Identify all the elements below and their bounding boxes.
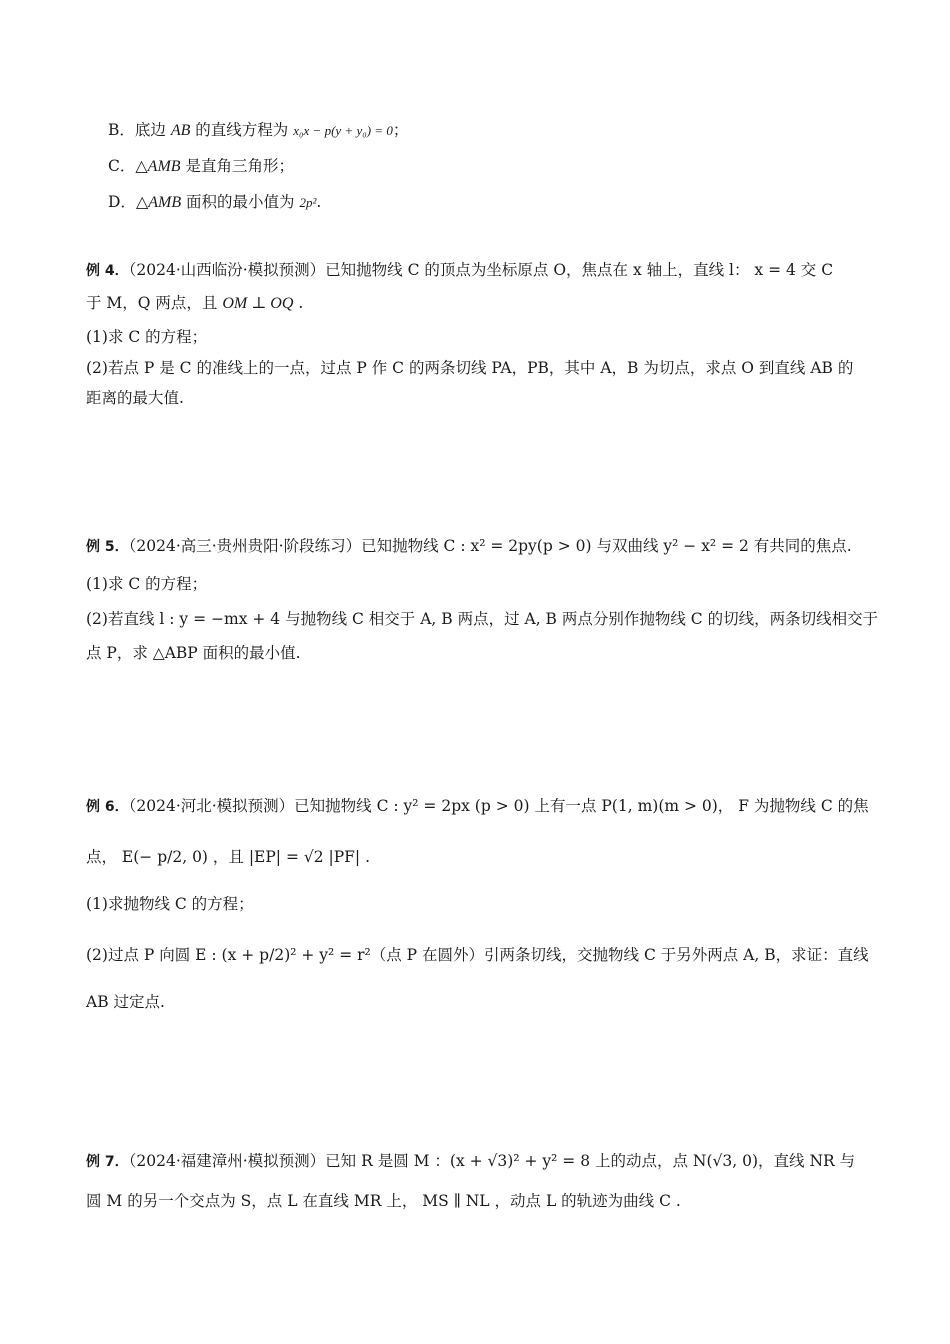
- example-4-line-1: [86, 259, 866, 282]
- option-c: [108, 155, 888, 178]
- example-6-question-2b: AB 过定点.: [86, 993, 165, 1011]
- option-b-letter: B．: [108, 121, 135, 139]
- example-5-question-2a: (2)若直线 l : y = −mx + 4 与抛物线 C 相交于 A, B 两点，过 A, B 两点分别作抛物线 C 的切线，两条切线相交于: [86, 610, 879, 628]
- option-b-mid: 的直线方程为: [190, 121, 294, 139]
- option-c-letter: C．: [108, 157, 136, 175]
- example-4-line-2: [86, 292, 866, 315]
- option-d-text: 面积的最小值为: [181, 193, 300, 211]
- option-b-equation: x₀x − p(y + y₀) = 0: [293, 123, 393, 138]
- example-6-text-1: （2024·河北·模拟预测）已知抛物线 C : y² = 2px (p > 0) 上有一点 P(1, m)(m > 0)， F 为抛物线 C 的焦: [128, 797, 869, 815]
- option-c-text: 是直角三角形；: [180, 157, 294, 175]
- example-7-text-1: （2024·福建漳州·模拟预测）已知 R 是圆 M ：(x + √3)² + y² = 8 上的动点，点 N(√3, 0)，直线 NR 与: [128, 1152, 856, 1170]
- example-4-question-2a: (2)若点 P 是 C 的准线上的一点，过点 P 作 C 的两条切线 PA，PB，其中 A，B 为切点，求点 O 到直线 AB 的: [86, 359, 854, 377]
- option-d-letter: D．: [108, 193, 136, 211]
- example-7-line-1: [86, 1150, 866, 1173]
- example-6-label: 例 6．: [86, 799, 129, 815]
- example-5-text-1: （2024·高三·贵州贵阳·阶段练习）已知抛物线 C : x² = 2py(p > 0) 与双曲线 y² − x² = 2 有共同的焦点.: [128, 537, 852, 555]
- example-7-line-2: 圆 M 的另一个交点为 S，点 L 在直线 MR 上， MS ∥ NL ，动点 L 的轨迹为曲线 C .: [86, 1192, 681, 1210]
- option-d: [108, 191, 888, 214]
- example-7-label: 例 7．: [86, 1154, 129, 1170]
- example-5-question-1: (1)求 C 的方程；: [86, 575, 208, 593]
- example-4-text-2b: .: [293, 294, 304, 312]
- option-c-triangle: △AMB: [135, 158, 181, 175]
- example-5-question-2b: 点 P，求 △ABP 面积的最小值.: [86, 644, 301, 662]
- example-6-line-2: 点， E(− p/2, 0) ，且 |EP| = √2 |PF| .: [86, 848, 371, 866]
- option-d-value: 2p²: [299, 195, 317, 210]
- example-6-question-1: (1)求抛物线 C 的方程；: [86, 895, 254, 913]
- example-6-line-1: [86, 795, 869, 818]
- example-4-text-1: （2024·山西临汾·模拟预测）已知抛物线 C 的顶点为坐标原点 O，焦点在 x 轴上，直线 l： x = 4 交 C: [128, 261, 834, 279]
- example-4-label: 例 4．: [86, 263, 129, 279]
- option-b: [108, 119, 888, 142]
- example-4-text-2a: 于 M，Q 两点，且: [86, 294, 223, 312]
- option-b-pre: 底边: [134, 121, 171, 139]
- option-b-ab: AB: [170, 122, 191, 139]
- example-5-label: 例 5．: [86, 539, 129, 555]
- option-b-end: ；: [392, 121, 409, 139]
- option-d-triangle: △AMB: [135, 194, 182, 211]
- example-6-question-2a: (2)过点 P 向圆 E : (x + p/2)² + y² = r²（点 P 在圆外）引两条切线，交抛物线 C 于另外两点 A, B，求证：直线: [86, 946, 869, 964]
- example-4-question-1: (1)求 C 的方程；: [86, 328, 208, 346]
- example-4-perpendicular: OM ⊥ OQ: [222, 295, 294, 312]
- example-4-question-2b: 距离的最大值.: [86, 389, 184, 407]
- option-d-end: .: [316, 193, 322, 211]
- example-5-line-1: [86, 535, 866, 558]
